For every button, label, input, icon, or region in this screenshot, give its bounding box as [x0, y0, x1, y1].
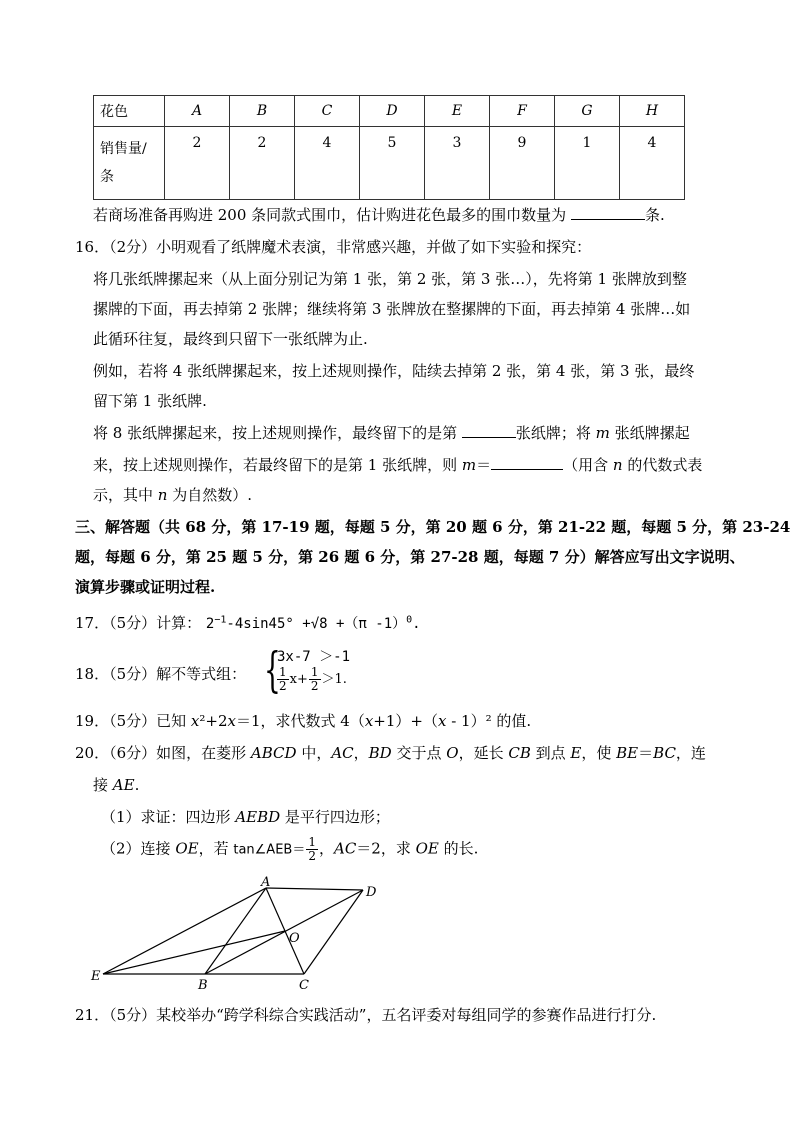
table-cell: 2: [165, 127, 230, 200]
var: AE: [112, 776, 135, 794]
var-x: x: [190, 712, 200, 730]
var: AEBD: [235, 808, 281, 826]
text: ，使: [581, 744, 617, 762]
text: .: [134, 776, 140, 794]
text: 为自然数）.: [167, 486, 252, 504]
q16-line: 例如，若将 4 张纸牌摞起来，按上述规则操作，陆续去掉第 2 张，第 4 张，第 3 张，最终: [93, 362, 695, 380]
brace-symbol: {: [264, 642, 281, 698]
table-row-label: [94, 127, 165, 200]
q20-part2: [101, 836, 478, 863]
section-header: 演算步骤或证明过程.: [75, 578, 216, 596]
q16-line: 将几张纸牌摞起来（从上面分别记为第 1 张，第 2 张，第 3 张…），先将第 1 张牌放到整: [93, 270, 687, 288]
var: BE: [616, 744, 639, 762]
var-x: x: [364, 712, 374, 730]
label-B: B: [198, 978, 208, 993]
text: 示，其中: [93, 486, 158, 504]
table-cell: 3: [425, 127, 490, 200]
section-header: 题，每题 6 分，第 25 题 5 分，第 26 题 6 分，第 27-28 题，每题 7 分）解答应写出文字说明、: [75, 548, 745, 566]
text: 19．（5分）已知: [75, 712, 191, 730]
text: ＝1，求代数式 4（: [235, 712, 365, 730]
var: CB: [508, 744, 531, 762]
segment-AD: [266, 888, 363, 890]
label-C: C: [299, 978, 309, 993]
fraction: [306, 836, 318, 863]
text: ，: [353, 744, 369, 762]
table-cell: 5: [360, 127, 425, 200]
numerator: 1: [308, 835, 316, 849]
table-cell: D: [360, 96, 425, 127]
expr-sup: −1: [214, 614, 227, 626]
segment-EO: [103, 931, 285, 974]
var-x: x: [437, 712, 447, 730]
answer-blank: [571, 205, 645, 220]
q17-head: 17．（5分）计算：: [75, 614, 202, 632]
table-cell: B: [230, 96, 295, 127]
q16-line: [93, 484, 252, 505]
q18-row1: 3x-7 ＞-1: [277, 649, 351, 665]
q21: 21．（5分）某校举办“跨学科综合实践活动”，五名评委对每组同学的参赛作品进行打分.: [75, 1006, 657, 1024]
var: ABCD: [250, 744, 297, 762]
text: ，延长: [458, 744, 509, 762]
q20-line: [93, 774, 139, 795]
text: - 1）² 的值.: [446, 712, 532, 730]
q16-head: 16．（2分）小明观看了纸牌魔术表演，非常感兴趣，并做了如下实验和探究：: [75, 238, 592, 256]
q18-row2: [276, 666, 347, 693]
rhombus-figure: [88, 876, 388, 996]
q20-line: [75, 742, 706, 763]
label-D: D: [366, 885, 377, 900]
answer-blank: [491, 455, 563, 470]
q17: [75, 612, 421, 633]
var-x: x: [227, 712, 236, 730]
text: 中，: [296, 744, 332, 762]
expr-part: -4sin45°: [226, 616, 294, 632]
q15-before: 若商场准备再购进 200 条同款式围巾，估计购进花色最多的围巾数量为: [93, 206, 571, 224]
text: （1）求证：四边形: [101, 808, 236, 826]
table-cell: 2: [230, 127, 295, 200]
table-header-row: [94, 96, 685, 127]
table-cell: 花色: [94, 96, 165, 127]
section-header: 三、解答题（共 68 分，第 17-19 题，每题 5 分，第 20 题 6 分，第 21-22 题，每题 5 分，第 23-24: [75, 518, 791, 536]
label-O: O: [289, 931, 300, 946]
table-cell: 1: [555, 127, 620, 200]
text: 交于点: [391, 744, 447, 762]
segment-AB: [205, 888, 266, 974]
fraction: [309, 666, 321, 693]
table-cell: C: [295, 96, 360, 127]
numerator: 1: [279, 665, 287, 679]
var: AC: [333, 839, 357, 858]
text: 张纸牌；将: [515, 424, 596, 442]
text: ，: [318, 839, 334, 858]
text: 张纸牌摞起: [609, 424, 690, 442]
expr-part: .: [342, 672, 347, 687]
text: 是平行四边形；: [280, 808, 390, 826]
expr-part: ＞1: [321, 672, 343, 687]
expr-part: x+: [289, 672, 308, 687]
expr-sup: 0: [406, 614, 413, 626]
text: （2）连接: [101, 839, 176, 858]
row-label-line2: 条: [100, 169, 114, 185]
q16-line: [93, 454, 702, 475]
var: OE: [175, 839, 199, 858]
text: 的代数式表: [622, 456, 703, 474]
q20-part1: [101, 806, 390, 827]
table-cell: A: [165, 96, 230, 127]
text: ²+2: [199, 712, 228, 730]
tan-expression: tan∠AEB＝: [233, 842, 306, 858]
text: ＝: [476, 456, 492, 474]
var-m: m: [461, 456, 477, 474]
var: E: [570, 744, 582, 762]
fraction: [277, 666, 289, 693]
label-A: A: [261, 876, 271, 890]
q17-expression: [206, 616, 421, 632]
expr-part: .: [412, 616, 421, 632]
text: ＝2，求: [356, 839, 416, 858]
text: 来，按上述规则操作，若最终留下的是第 1 张纸牌，则: [93, 456, 462, 474]
var: O: [446, 744, 459, 762]
text: 20．（6分）如图，在菱形: [75, 744, 251, 762]
table-cell: 9: [490, 127, 555, 200]
var: OE: [415, 839, 439, 858]
var: BD: [368, 744, 392, 762]
table-cell: 4: [620, 127, 685, 200]
text: +1）+（: [373, 712, 438, 730]
text: 接: [93, 776, 113, 794]
table-cell: G: [555, 96, 620, 127]
var: AC: [331, 744, 354, 762]
table-cell: H: [620, 96, 685, 127]
segment-DC: [304, 890, 363, 974]
q16-line: 留下第 1 张纸牌.: [93, 392, 207, 410]
denominator: 2: [279, 679, 287, 693]
table-cell: E: [425, 96, 490, 127]
var-m: m: [595, 424, 610, 442]
segment-BD: [205, 890, 363, 974]
denominator: 2: [308, 849, 316, 863]
label-E: E: [91, 969, 101, 984]
q19: [75, 710, 531, 731]
var: BC: [653, 744, 676, 762]
text: （用含: [563, 456, 613, 474]
q18-head: 18．（5分）解不等式组：: [75, 665, 247, 683]
q15-text: [93, 204, 665, 225]
table-row: [94, 127, 685, 200]
text: 将 8 张纸牌摞起来，按上述规则操作，最终留下的是第: [93, 424, 462, 442]
q15-after: 条.: [644, 206, 665, 224]
denominator: 2: [310, 679, 319, 693]
text: 到点: [530, 744, 571, 762]
table-cell: F: [490, 96, 555, 127]
var-n: n: [612, 456, 623, 474]
q16-line: 此循环往复，最终到只留下一张纸牌为止.: [93, 330, 368, 348]
text: ＝: [638, 744, 654, 762]
sales-table: [93, 95, 685, 200]
table-cell: 4: [295, 127, 360, 200]
q16-line: 摞牌的下面，再去掉第 2 张牌；继续将第 3 张牌放在整摞牌的下面，再去掉第 4 张牌…如: [93, 300, 691, 318]
expr-part: +√8 +（π -1）: [293, 616, 407, 632]
numerator: 1: [310, 665, 319, 679]
text: 的长.: [438, 839, 479, 858]
row-label-line1: 销售量/: [100, 141, 147, 157]
var-n: n: [157, 486, 168, 504]
answer-blank: [462, 423, 516, 438]
segment-EA: [103, 888, 266, 974]
q16-line: [93, 422, 690, 443]
text: ，若: [198, 839, 234, 858]
expr-part: 2: [205, 616, 215, 632]
text: ，连: [675, 744, 706, 762]
